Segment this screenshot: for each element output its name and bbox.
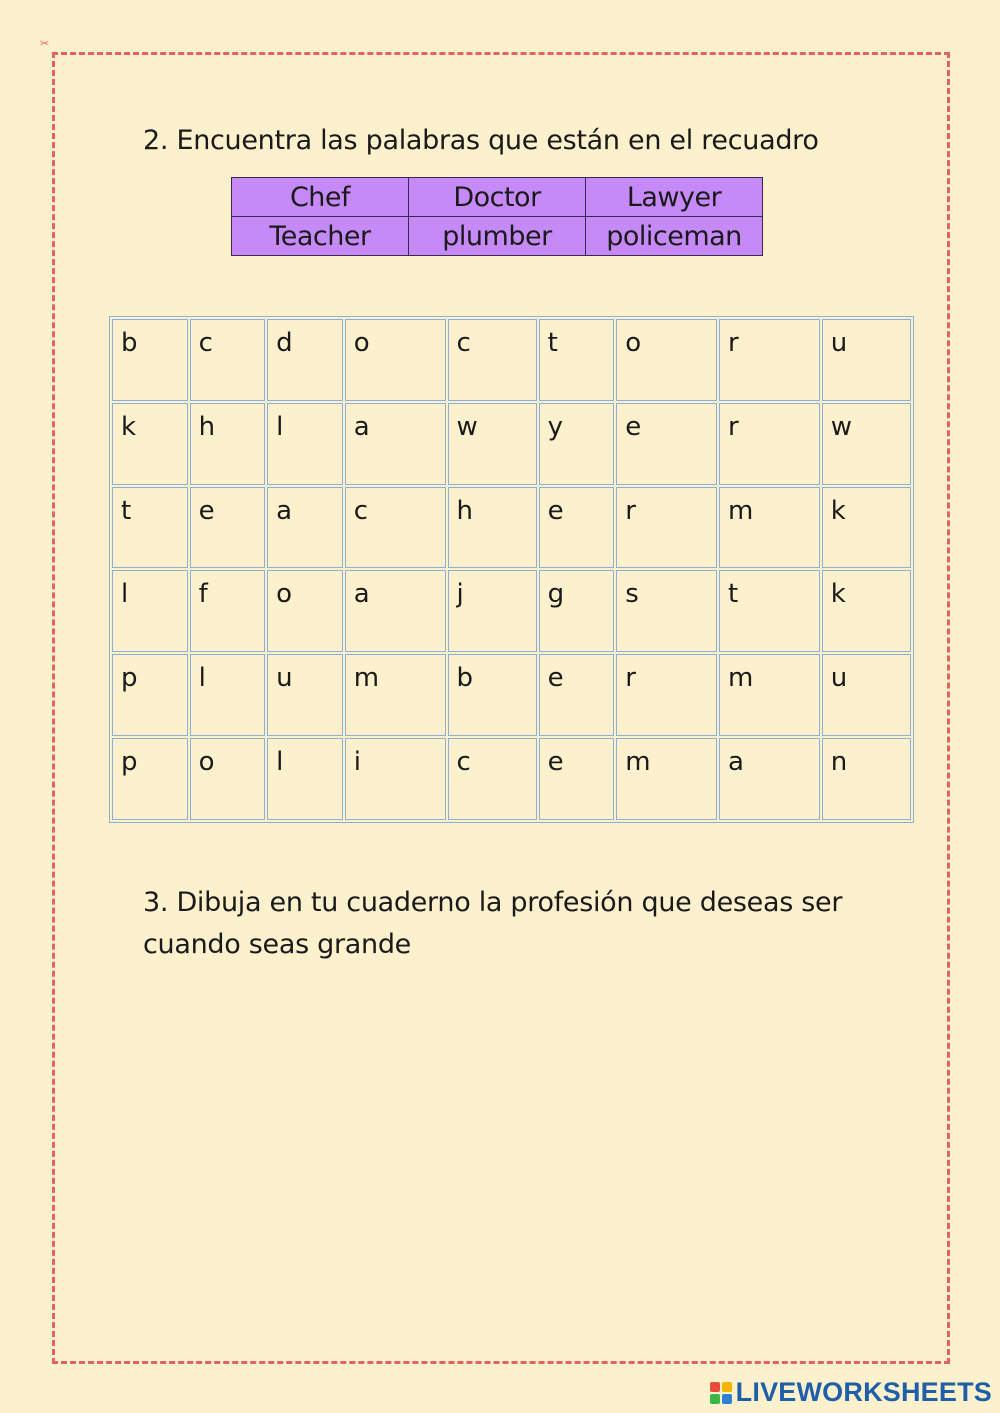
exercise-3-instructions [143,882,863,966]
grid-row [112,570,911,652]
grid-cell: l [190,654,266,736]
grid-cell: l [112,570,188,652]
word-plumber: plumber [409,217,586,256]
word-list-row [232,217,763,256]
liveworksheets-logo-text: LIVEWORKSHEETS [735,1377,992,1407]
grid-cell: p [112,654,188,736]
grid-cell: m [719,487,820,569]
grid-cell: w [822,403,911,485]
grid-cell: u [822,654,911,736]
word-teacher: Teacher [232,217,409,256]
grid-cell: u [267,654,343,736]
grid-cell: b [112,319,188,401]
grid-cell: g [539,570,615,652]
grid-cell: c [345,487,446,569]
word-chef: Chef [232,178,409,217]
grid-cell: c [448,319,537,401]
word-search-grid [109,316,914,823]
grid-row [112,319,911,401]
grid-cell: r [719,319,820,401]
grid-cell: r [719,403,820,485]
grid-cell: l [267,403,343,485]
word-lawyer: Lawyer [586,178,763,217]
grid-cell: m [345,654,446,736]
word-doctor: Doctor [409,178,586,217]
grid-cell: c [190,319,266,401]
grid-cell: u [822,319,911,401]
grid-cell: b [448,654,537,736]
grid-cell: o [190,738,266,820]
exercise-2-title: 2. Encuentra las palabras que están en el recuadro [143,125,819,156]
grid-cell: t [719,570,820,652]
liveworksheets-logo-icon [710,1382,732,1404]
grid-cell: l [267,738,343,820]
grid-cell: m [719,654,820,736]
grid-row [112,738,911,820]
grid-cell: r [616,487,717,569]
grid-cell: c [448,738,537,820]
word-policeman: policeman [586,217,763,256]
grid-cell: r [616,654,717,736]
grid-row [112,487,911,569]
grid-cell: a [345,570,446,652]
grid-cell: d [267,319,343,401]
grid-cell: e [539,654,615,736]
grid-cell: y [539,403,615,485]
grid-cell: o [267,570,343,652]
scissors-icon: ✂ [40,37,50,50]
grid-cell: a [267,487,343,569]
grid-cell: t [112,487,188,569]
grid-cell: o [616,319,717,401]
liveworksheets-logo[interactable] [710,1377,992,1408]
exercise-3-line-1: 3. Dibuja en tu cuaderno la profesión que deseas ser [143,887,843,918]
grid-cell: p [112,738,188,820]
grid-cell: n [822,738,911,820]
grid-cell: j [448,570,537,652]
grid-cell: k [112,403,188,485]
word-list-box [231,177,763,256]
grid-cell: e [190,487,266,569]
grid-cell: i [345,738,446,820]
grid-cell: m [616,738,717,820]
word-list-row [232,178,763,217]
grid-cell: w [448,403,537,485]
grid-cell: a [719,738,820,820]
grid-cell: k [822,487,911,569]
grid-cell: k [822,570,911,652]
grid-cell: h [448,487,537,569]
grid-row [112,403,911,485]
grid-cell: t [539,319,615,401]
grid-row [112,654,911,736]
exercise-3-line-2: cuando seas grande [143,929,411,960]
grid-cell: a [345,403,446,485]
grid-cell: e [616,403,717,485]
grid-cell: e [539,738,615,820]
grid-cell: e [539,487,615,569]
grid-cell: h [190,403,266,485]
grid-cell: f [190,570,266,652]
grid-cell: s [616,570,717,652]
grid-cell: o [345,319,446,401]
